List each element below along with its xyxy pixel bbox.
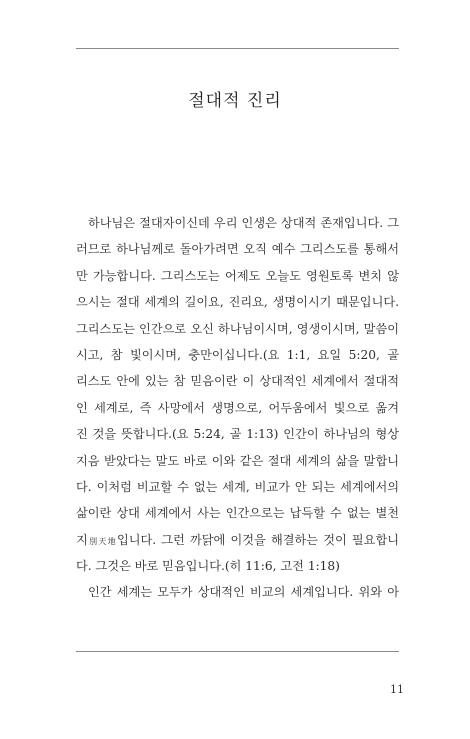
body-line-10: 지음 받았다는 말도 바로 이와 같은 절대 세계의 삶을 말합니 [76,453,399,468]
body-line-7: 리스도 안에 있는 참 믿음이란 이 상대적인 세계에서 절대적 [76,374,399,389]
hanja-annotation: 別天地 [87,536,117,546]
chapter-title: 절대적 진리 [188,91,282,111]
body-line-11: 다. 이처럼 비교할 수 없는 세계, 비교가 안 되는 세계에서의 [76,479,399,494]
body-line-6: 시고, 참 빛이시며, 충만이십니다.(요 1:1, 요일 5:20, 골 [76,347,399,362]
body-line-8: 인 세계로, 즉 사망에서 생명으로, 어두움에서 빛으로 옮겨 [76,400,399,415]
body-line-9: 진 것을 뜻합니다.(요 5:24, 골 1:13) 인간이 하나님의 형상 [76,427,399,442]
bottom-rule [76,651,399,652]
body-line-13-end: 입니다. 그런 까닭에 이것을 해결하는 것이 필요합니 [116,532,399,547]
body-line-13 [76,527,399,553]
body-line-15: 인간 세계는 모두가 상대적인 비교의 세계입니다. 위와 아 [88,585,399,600]
body-line-13-start: 지 [76,532,88,547]
body-line-1: 하나님은 절대자이신데 우리 인생은 상대적 존재입니다. 그 [88,216,399,230]
body-text [76,210,399,606]
body-line-5: 그리스도는 인간으로 오신 하나님이시며, 영생이시며, 말씀이 [76,321,399,336]
body-line-4: 으시는 절대 세계의 길이요, 진리요, 생명이시기 때문입니다. [76,295,399,310]
body-line-12: 삶이란 상대 세계에서 사는 인간으로는 납득할 수 없는 별천 [76,506,399,521]
top-rule [76,48,399,49]
page-number: 11 [390,683,404,696]
body-line-14: 다. 그것은 바로 믿음입니다.(히 11:6, 고전 1:18) [76,559,340,574]
body-line-3: 만 가능합니다. 그리스도는 어제도 오늘도 영원토록 변치 않 [76,268,399,283]
body-line-2: 러므로 하나님께로 돌아가려면 오직 예수 그리스도를 통해서 [76,242,399,257]
